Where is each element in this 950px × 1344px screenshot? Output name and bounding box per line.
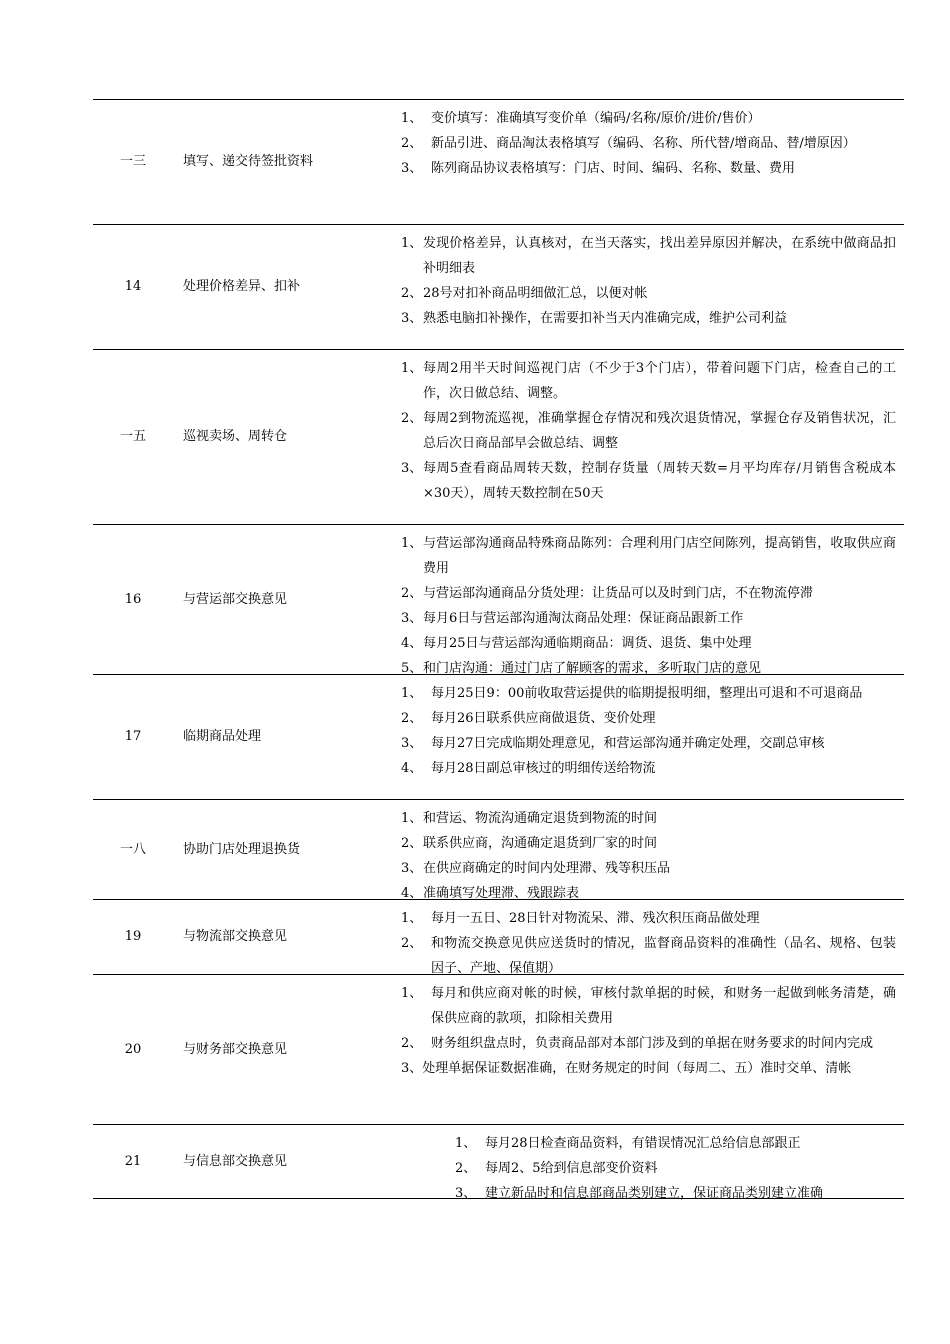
task-description bbox=[401, 981, 896, 1081]
list-marker: 4、 bbox=[401, 636, 423, 651]
list-item bbox=[401, 731, 896, 756]
list-item bbox=[401, 856, 896, 881]
list-item bbox=[401, 306, 896, 331]
task-title: 与营运部交换意见 bbox=[183, 591, 288, 607]
table-row bbox=[93, 799, 904, 899]
list-marker: 3、 bbox=[401, 161, 423, 176]
list-item bbox=[401, 231, 896, 281]
list-text: 每月28日检查商品资料，有错误情况汇总给信息部跟正 bbox=[485, 1136, 801, 1151]
list-marker: 3、 bbox=[401, 861, 423, 876]
list-marker: 3、 bbox=[455, 1186, 477, 1201]
list-marker: 1、 bbox=[401, 911, 423, 926]
list-text: 发现价格差异，认真核对，在当天落实，找出差异原因并解决，在系统中做商品扣补明细表 bbox=[423, 236, 896, 276]
list-marker: 1、 bbox=[455, 1136, 477, 1151]
row-number: 20 bbox=[124, 1041, 142, 1057]
task-title: 处理价格差异、扣补 bbox=[183, 279, 301, 294]
list-item bbox=[401, 156, 896, 181]
list-text: 每月27日完成临期处理意见，和营运部沟通并确定处理，交副总审核 bbox=[431, 736, 825, 751]
list-marker: 1、 bbox=[401, 111, 423, 126]
row-number: 一三 bbox=[119, 154, 146, 169]
list-text: 陈列商品协议表格填写：门店、时间、编码、名称、数量、费用 bbox=[431, 161, 796, 176]
list-item bbox=[401, 806, 896, 831]
list-text: 28号对扣补商品明细做汇总，以便对帐 bbox=[423, 286, 648, 301]
list-marker: 3、 bbox=[401, 311, 423, 326]
task-description bbox=[401, 356, 896, 506]
task-title: 与信息部交换意见 bbox=[183, 1153, 288, 1169]
list-item bbox=[401, 756, 896, 781]
list-marker: 2、 bbox=[401, 836, 423, 851]
list-marker: 3、 bbox=[401, 461, 423, 476]
row-number: 16 bbox=[124, 591, 142, 607]
list-marker: 1、 bbox=[401, 361, 423, 376]
row-number: 14 bbox=[124, 279, 142, 294]
list-item bbox=[401, 106, 896, 131]
list-marker: 2、 bbox=[401, 711, 423, 726]
list-text: 变价填写：准确填写变价单（编码/名称/原价/进价/售价） bbox=[431, 111, 761, 126]
list-marker: 2、 bbox=[401, 936, 423, 951]
row-number: 一八 bbox=[119, 841, 146, 857]
list-text: 每周2到物流巡视，准确掌握仓存情况和残次退货情况，掌握仓存及销售状况，汇总后次日商品部早会做总结、调整 bbox=[423, 411, 896, 451]
list-marker: 2、 bbox=[401, 136, 423, 151]
task-title: 协助门店处理退换货 bbox=[183, 841, 301, 857]
list-marker: 4、 bbox=[401, 886, 423, 901]
table-row bbox=[93, 974, 904, 1124]
list-marker: 1、 bbox=[401, 986, 423, 1001]
list-text: 和门店沟通：通过门店了解顾客的需求，多听取门店的意见 bbox=[423, 661, 762, 676]
list-marker: 2、 bbox=[401, 411, 423, 426]
row-number: 17 bbox=[124, 729, 142, 744]
list-item bbox=[455, 1156, 896, 1181]
list-item bbox=[401, 131, 896, 156]
task-title: 巡视卖场、周转仓 bbox=[183, 429, 288, 444]
list-marker: 2、 bbox=[401, 286, 423, 301]
task-description bbox=[401, 806, 896, 906]
list-marker: 4、 bbox=[401, 761, 423, 776]
list-item bbox=[401, 1056, 896, 1081]
table-row bbox=[93, 674, 904, 799]
list-text: 每月25日与营运部沟通临期商品：调货、退货、集中处理 bbox=[423, 636, 752, 651]
table-row bbox=[93, 99, 904, 224]
list-text: 每月25日9：00前收取营运提供的临期提报明细，整理出可退和不可退商品 bbox=[431, 686, 863, 701]
row-number: 19 bbox=[124, 929, 142, 944]
list-text: 每周2用半天时间巡视门店（不少于3个门店），带着问题下门店，检查自己的工作，次日做总结、调整。 bbox=[423, 361, 896, 401]
list-text: 每月28日副总审核过的明细传送给物流 bbox=[431, 761, 656, 776]
list-text: 和营运、物流沟通确定退货到物流的时间 bbox=[423, 811, 658, 826]
table-row bbox=[93, 899, 904, 974]
list-marker: 2、 bbox=[401, 1036, 423, 1051]
task-description bbox=[401, 531, 896, 681]
list-text: 新品引进、商品淘汰表格填写（编码、名称、所代替/增商品、替/增原因） bbox=[431, 136, 856, 151]
list-text: 联系供应商，沟通确定退货到厂家的时间 bbox=[423, 836, 658, 851]
list-item bbox=[401, 631, 896, 656]
list-item bbox=[455, 1131, 896, 1156]
task-title: 与财务部交换意见 bbox=[183, 1041, 288, 1057]
list-text: 每月一五日、28日针对物流呆、滞、残次积压商品做处理 bbox=[431, 911, 760, 926]
list-item bbox=[401, 706, 896, 731]
list-item bbox=[401, 1031, 896, 1056]
list-item bbox=[401, 581, 896, 606]
list-text: 每月6日与营运部沟通淘汰商品处理：保证商品跟新工作 bbox=[423, 611, 744, 626]
list-text: 准确填写处理滞、残跟踪表 bbox=[423, 886, 580, 901]
list-marker: 1、 bbox=[401, 236, 423, 251]
task-table bbox=[93, 99, 904, 1199]
list-item bbox=[401, 606, 896, 631]
list-text: 每月26日联系供应商做退货、变价处理 bbox=[431, 711, 656, 726]
list-item bbox=[401, 531, 896, 581]
list-text: 和物流交换意见供应送货时的情况，监督商品资料的准确性（品名、规格、包装因子、产地、保值期） bbox=[431, 936, 896, 976]
list-item bbox=[401, 681, 896, 706]
list-marker: 1、 bbox=[401, 811, 423, 826]
list-marker: 3、 bbox=[401, 611, 423, 626]
list-item bbox=[401, 356, 896, 406]
list-text: 与营运部沟通商品特殊商品陈列：合理利用门店空间陈列，提高销售，收取供应商费用 bbox=[423, 536, 896, 576]
list-marker: 2、 bbox=[455, 1161, 477, 1176]
row-number: 一五 bbox=[119, 429, 146, 444]
list-text: 熟悉电脑扣补操作，在需要扣补当天内准确完成，维护公司利益 bbox=[423, 311, 788, 326]
list-marker: 3、 bbox=[401, 736, 423, 751]
list-item bbox=[401, 281, 896, 306]
task-description bbox=[401, 681, 896, 781]
list-marker: 2、 bbox=[401, 586, 423, 601]
list-item bbox=[401, 456, 896, 506]
table-row bbox=[93, 1124, 904, 1199]
table-row bbox=[93, 224, 904, 349]
task-description bbox=[401, 906, 896, 981]
task-title: 填写、递交待签批资料 bbox=[183, 154, 314, 169]
task-title: 临期商品处理 bbox=[183, 729, 262, 744]
list-item bbox=[401, 831, 896, 856]
list-marker: 1、 bbox=[401, 686, 423, 701]
table-row bbox=[93, 349, 904, 524]
list-text: 处理单据保证数据准确，在财务规定的时间（每周二、五）准时交单、清帐 bbox=[422, 1061, 852, 1076]
list-text: 每周5查看商品周转天数，控制存货量（周转天数=月平均库存/月销售含税成本×30天），周转天数控制在50天 bbox=[423, 461, 896, 501]
task-title: 与物流部交换意见 bbox=[183, 929, 288, 944]
list-marker: 1、 bbox=[401, 536, 423, 551]
row-number: 21 bbox=[124, 1153, 142, 1169]
list-marker: 5、 bbox=[401, 661, 423, 676]
task-description bbox=[401, 106, 896, 181]
list-text: 财务组织盘点时，负责商品部对本部门涉及到的单据在财务要求的时间内完成 bbox=[431, 1036, 874, 1051]
list-text: 在供应商确定的时间内处理滞、残等积压品 bbox=[423, 861, 671, 876]
list-marker: 3、 bbox=[401, 1061, 423, 1076]
task-description bbox=[401, 231, 896, 331]
list-text: 与营运部沟通商品分货处理：让货品可以及时到门店，不在物流停滞 bbox=[423, 586, 814, 601]
list-item bbox=[401, 981, 896, 1031]
list-item bbox=[401, 906, 896, 931]
list-item bbox=[455, 1181, 896, 1206]
list-item bbox=[401, 406, 896, 456]
list-text: 建立新品时和信息部商品类别建立，保证商品类别建立准确 bbox=[485, 1186, 824, 1201]
task-description bbox=[455, 1131, 896, 1206]
list-text: 每月和供应商对帐的时候，审核付款单据的时候，和财务一起做到帐务清楚，确保供应商的款项，扣除相关费用 bbox=[431, 986, 896, 1026]
list-text: 每周2、5给到信息部变价资料 bbox=[485, 1161, 658, 1176]
table-row bbox=[93, 524, 904, 674]
